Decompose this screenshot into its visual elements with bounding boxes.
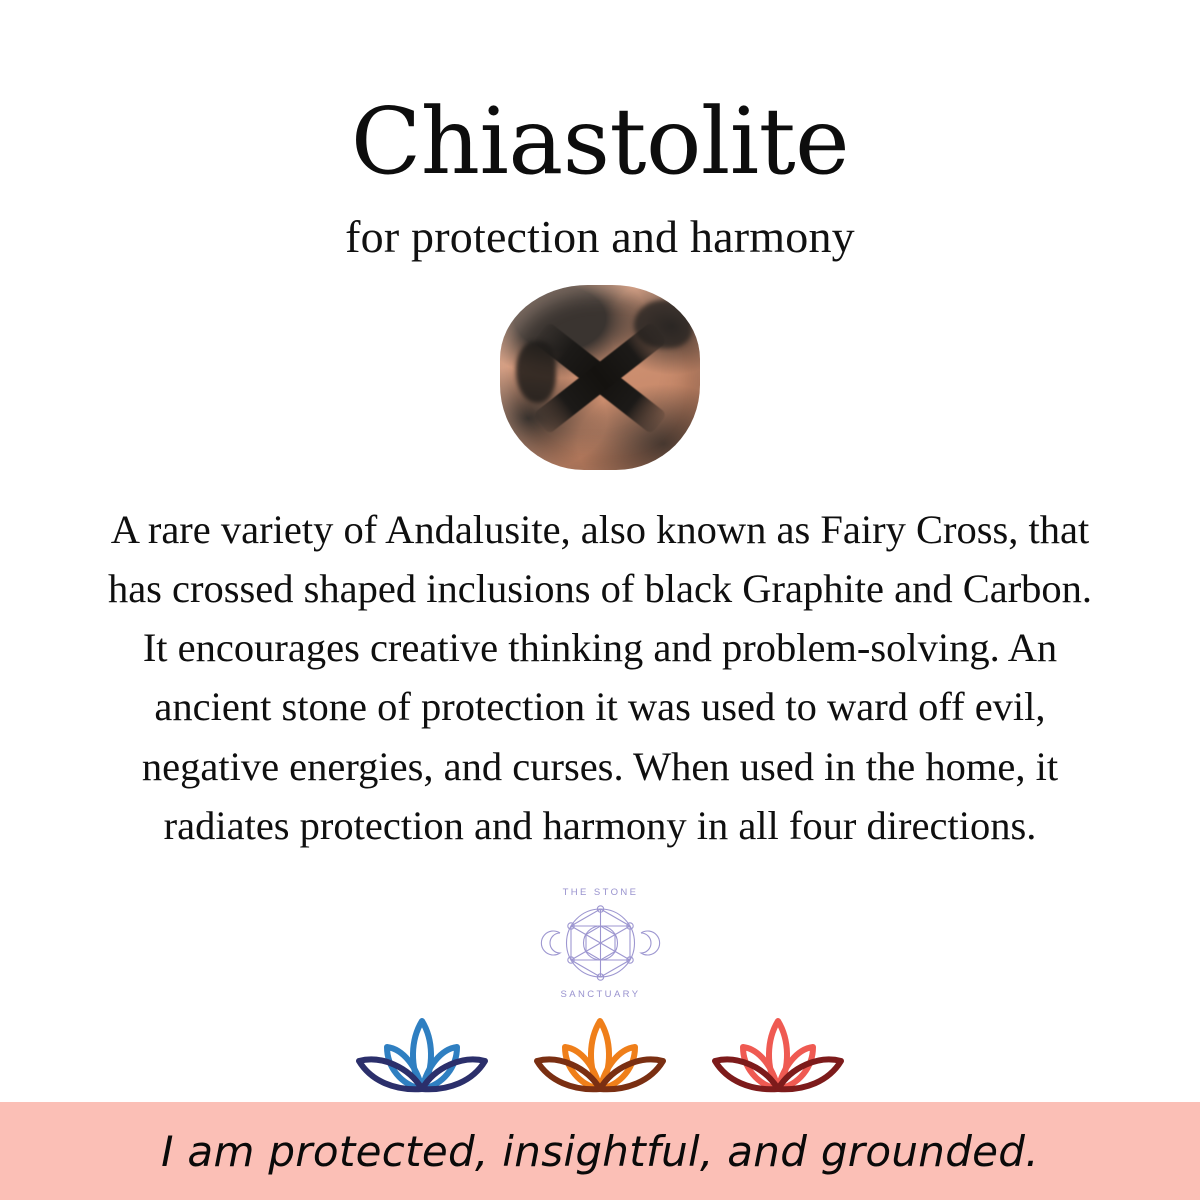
- stone-shape: [500, 285, 700, 470]
- lotus-blue-icon: [347, 1009, 497, 1099]
- logo-bottom-text: SANCTUARY: [559, 988, 641, 1000]
- affirmation-text: I am protected, insightful, and grounded.: [161, 1126, 1039, 1176]
- brand-logo: [513, 881, 688, 1001]
- page-title: Chiastolite: [350, 88, 850, 195]
- description-text: A rare variety of Andalusite, also known as Fairy Cross, that has crossed shaped inclusions of black Graphite and Carbon. It encourages creative thinking and problem-solving. An ancient stone of protection it was used to ward off evil, negative energies, and curses. When used in the home, it radiates protection and harmony in all four directions.: [107, 507, 1093, 848]
- logo-top-text: THE STONE: [562, 886, 638, 898]
- chiastolite-stone-image: [500, 285, 700, 470]
- metatrons-cube-icon: [513, 881, 688, 1001]
- lotus-icon-row: [347, 1009, 853, 1099]
- affirmation-band: [0, 1102, 1200, 1200]
- lotus-red-icon: [703, 1009, 853, 1099]
- lotus-orange-icon: [525, 1009, 675, 1099]
- page-subtitle: for protection and harmony: [345, 211, 855, 262]
